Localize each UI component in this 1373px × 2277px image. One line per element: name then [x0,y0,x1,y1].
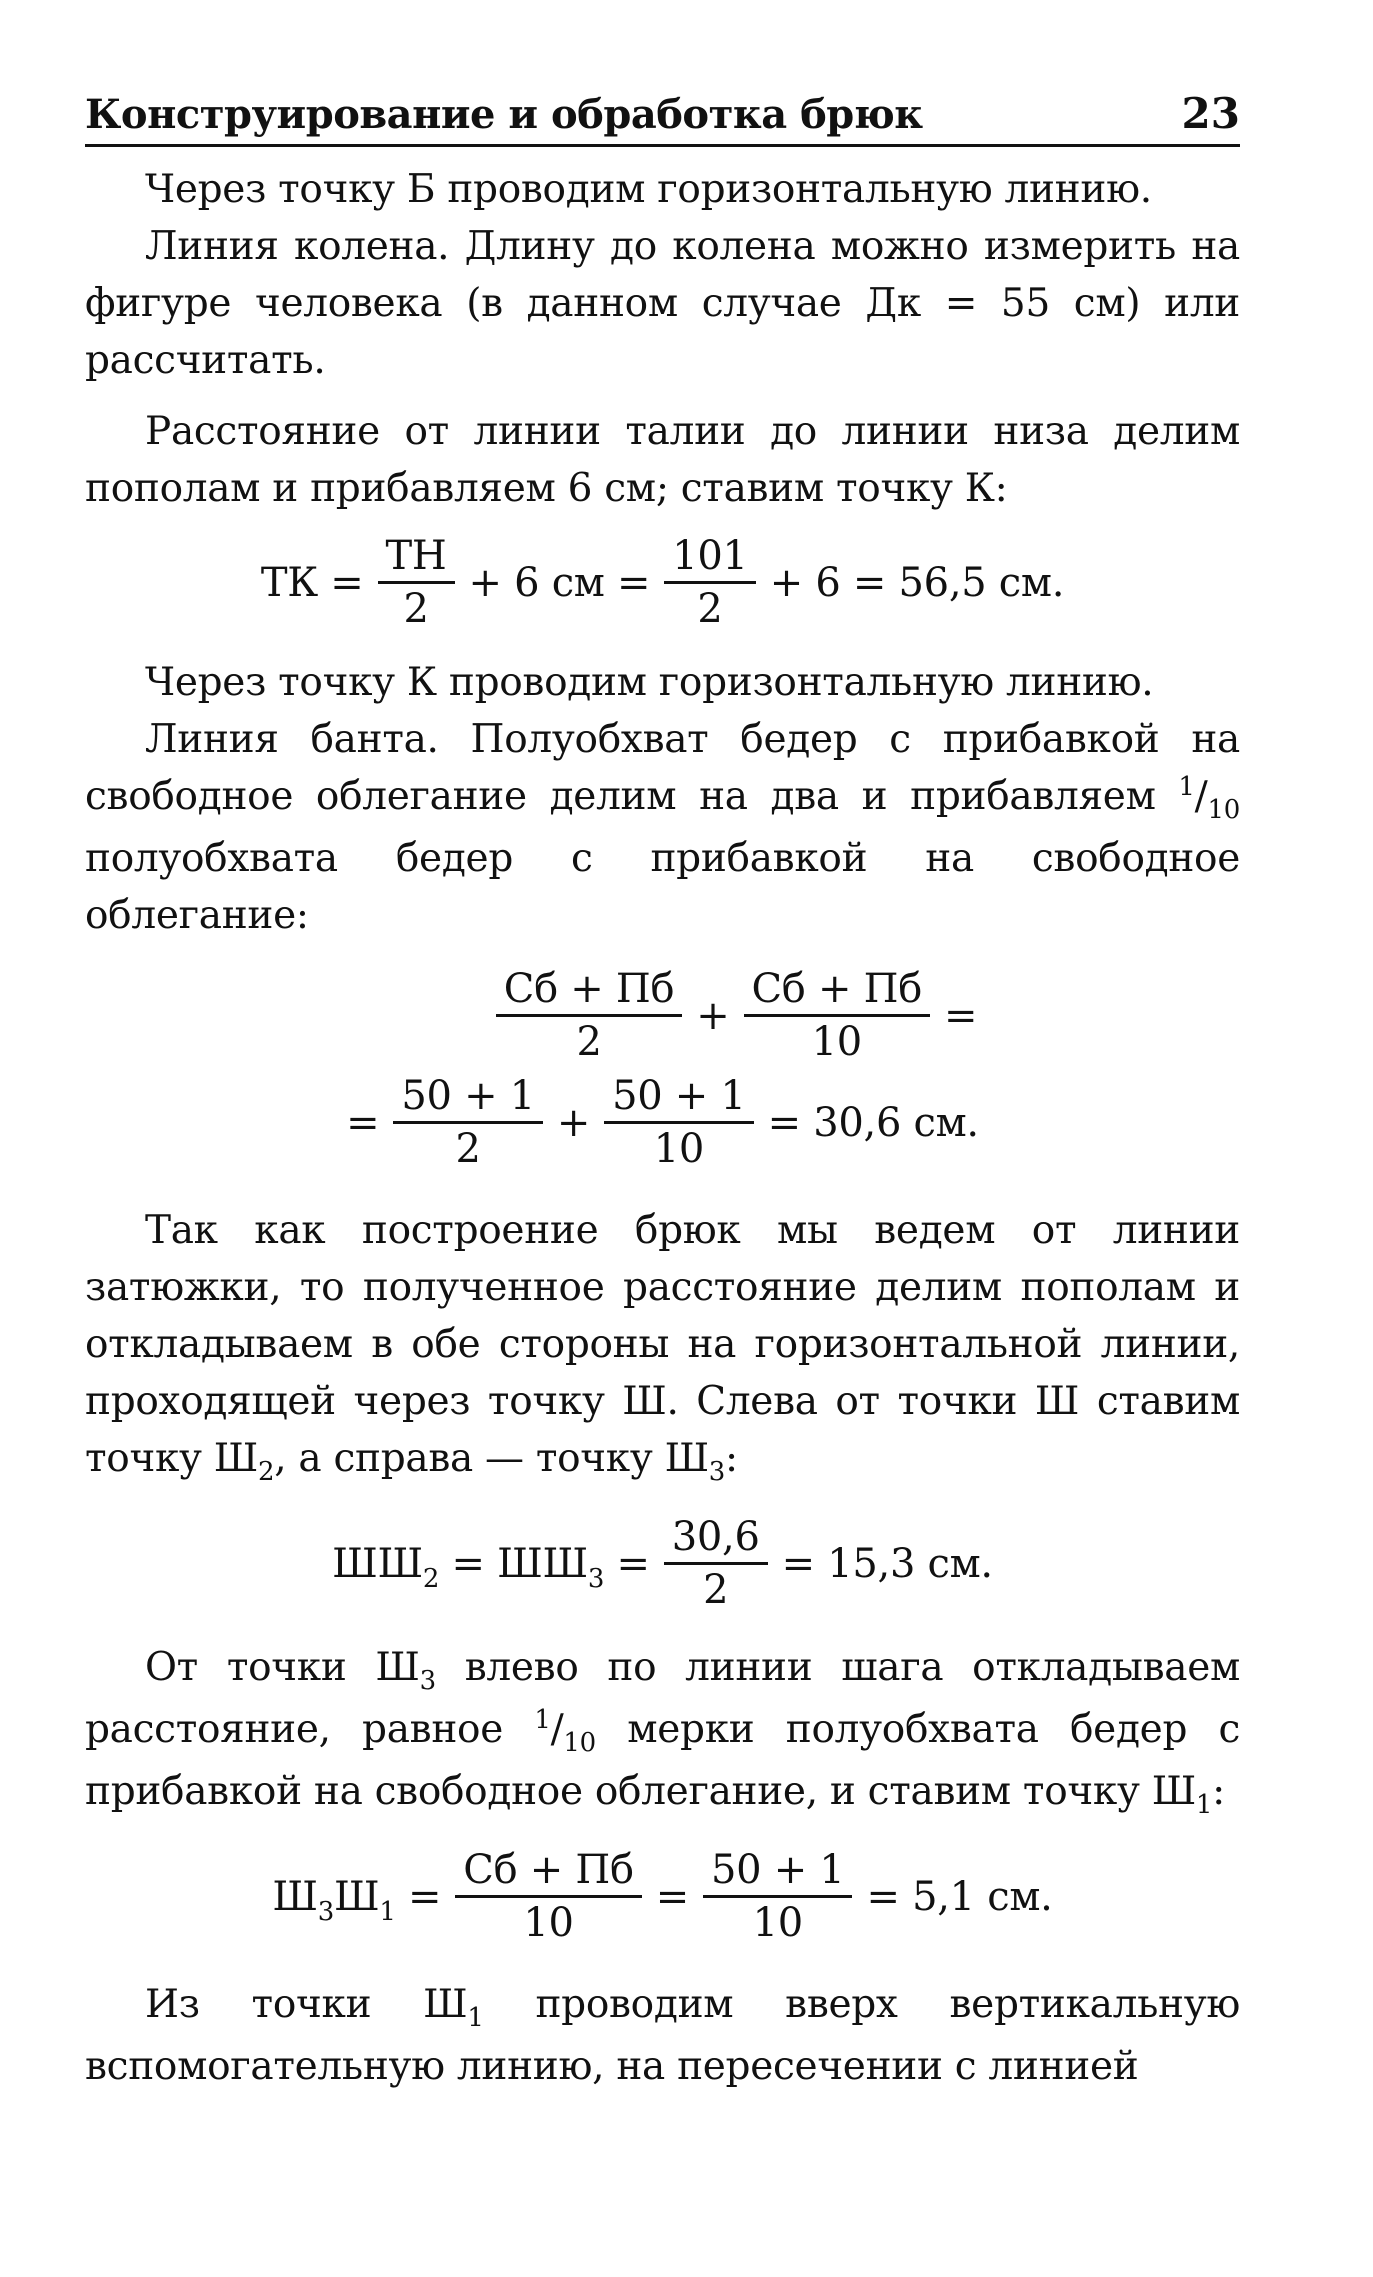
formula-bant-1 [85,966,1240,1065]
formula-sh3sh1-rhs: = 5,1 см. [866,1873,1053,1920]
formula-sh3sh1-lhs-c: = [395,1873,442,1920]
fraction-slash: / [550,1707,564,1752]
subscript: 1 [379,1896,396,1927]
formula-sh-rhs: = 15,3 см. [781,1540,993,1587]
fraction-denominator: 2 [403,586,429,632]
paragraph-6-text-a: Так как построение брюк мы ведем от линии затюжки, то полученное расстояние делим пополам и откладываем в обе стороны на горизонтальной линии, проходящей через точку Ш. Слева от точки Ш ставим точку Ш [85,1208,1240,1481]
paragraph-8-text-b: проводим вверх вертикальную вспомогательную линию, на пересечении с линией [85,1982,1241,2089]
subscript: 1 [1195,1790,1213,1820]
book-page [85,85,1240,2245]
fraction-denominator: 10 [523,1900,574,1946]
fraction-numerator: Сб + Пб [744,966,931,1017]
formula-bant-2-fraction-1 [393,1073,543,1172]
fraction-numerator: 101 [664,533,755,584]
fraction-denominator: 2 [697,586,723,632]
formula-sh-lhs [332,1540,650,1594]
paragraph-3: Расстояние от линии талии до линии низа делим пополам и прибавляем 6 см; ставим точку К: [85,409,1240,511]
fraction-slash: / [1194,774,1208,819]
paragraph-6-text-c: : [725,1436,738,1481]
fraction-sup: 1 [1178,772,1195,802]
paragraph-7-text-d: : [1212,1769,1225,1814]
formula-sh [85,1514,1240,1613]
paragraph-7-text-b: влево по линии шага откладываем расстояние, равное [85,1645,1241,1752]
formula-tk-fraction-1 [378,533,455,632]
subscript: 3 [419,1666,436,1696]
fraction-sub: 10 [1207,795,1240,825]
formula-sh-fraction [664,1514,768,1613]
formula-bant-2 [85,1073,1240,1172]
formula-sh3sh1-eq: = [655,1873,689,1920]
subscript: 3 [317,1896,335,1927]
fraction-denominator: 2 [703,1567,729,1613]
paragraph-1: Через точку Б проводим горизонтальную линию. [145,167,1152,212]
formula-sh3sh1-fraction-2 [703,1847,853,1946]
formula-bant-2-rhs: = 30,6 см. [767,1099,979,1146]
subscript: 2 [257,1457,275,1487]
fraction-denominator: 2 [455,1126,481,1172]
formula-bant-fraction-2 [744,966,931,1065]
fraction-numerator: 50 + 1 [604,1073,754,1124]
formula-tk-fraction-2 [664,533,755,632]
fraction-sub: 10 [563,1728,596,1758]
chapter-title: Конструирование и обработка брюк [85,91,923,138]
paragraph-7-text-a: От точки Ш [145,1645,420,1690]
formula-sh-lhs-b: = ШШ [439,1540,588,1587]
fraction-numerator: Сб + Пб [496,966,683,1017]
formula-tk-rhs: + 6 = 56,5 см. [769,559,1065,606]
formula-sh-lhs-a: ШШ [332,1540,423,1587]
fraction-numerator: ТН [378,533,455,584]
running-header [85,85,1240,147]
subscript: 3 [587,1563,605,1594]
formula-sh3sh1-lhs-b: Ш [334,1873,380,1920]
formula-tk [85,533,1240,632]
paragraph-8-text-a: Из точки Ш [145,1982,468,2027]
subscript: 2 [422,1563,440,1594]
fraction-denominator: 10 [752,1900,803,1946]
fraction-denominator: 2 [576,1019,602,1065]
formula-tk-mid: + 6 см = [468,559,651,606]
formula-bant-plus: + [696,992,730,1039]
paragraph-6-text-b: , а справа — точку Ш [274,1436,709,1481]
fraction-sup: 1 [534,1705,551,1735]
paragraph-8 [85,1976,1240,2095]
formula-sh3sh1 [85,1847,1240,1946]
fraction-denominator: 10 [811,1019,862,1065]
paragraph-4: Через точку К проводим горизонтальную линию. [145,660,1154,705]
paragraph-5-text-a: Линия банта. Полуобхват бедер с прибавкой на свободное облегание делим на два и прибавляем [85,717,1240,819]
fraction-numerator: 30,6 [664,1514,768,1565]
paragraph-5-text-b: полуобхвата бедер с прибавкой на свободное облегание: [85,836,1240,938]
formula-bant-2-plus: + [556,1099,591,1146]
formula-sh3sh1-fraction-1 [455,1847,642,1946]
formula-sh3sh1-lhs-a: Ш [272,1873,318,1920]
formula-bant-2-fraction-2 [604,1073,754,1172]
subscript: 1 [467,2003,484,2033]
formula-bant-2-eq: = [346,1099,380,1146]
formula-sh-lhs-c: = [604,1540,650,1587]
fraction-denominator: 10 [653,1126,704,1172]
paragraph-5 [85,711,1240,944]
paragraph-2: Линия колена. Длину до колена можно измерить на фигуре человека (в данном случае Дк = 55 см) или рассчитать. [85,224,1240,383]
fraction-numerator: 50 + 1 [703,1847,853,1898]
formula-sh3sh1-lhs [272,1873,442,1927]
fraction-numerator: Сб + Пб [455,1847,642,1898]
paragraph-6 [85,1202,1240,1492]
formula-bant-fraction-1 [496,966,683,1065]
paragraph-7 [85,1639,1240,1825]
paragraph-7-text-c: мерки полуобхвата бедер с прибавкой на свободное облегание, и ставим точку Ш [85,1707,1240,1814]
formula-tk-lhs: ТК = [260,559,364,606]
page-number: 23 [1181,89,1240,138]
fraction-numerator: 50 + 1 [393,1073,543,1124]
subscript: 3 [708,1457,726,1487]
formula-bant-eq: = [944,992,978,1039]
